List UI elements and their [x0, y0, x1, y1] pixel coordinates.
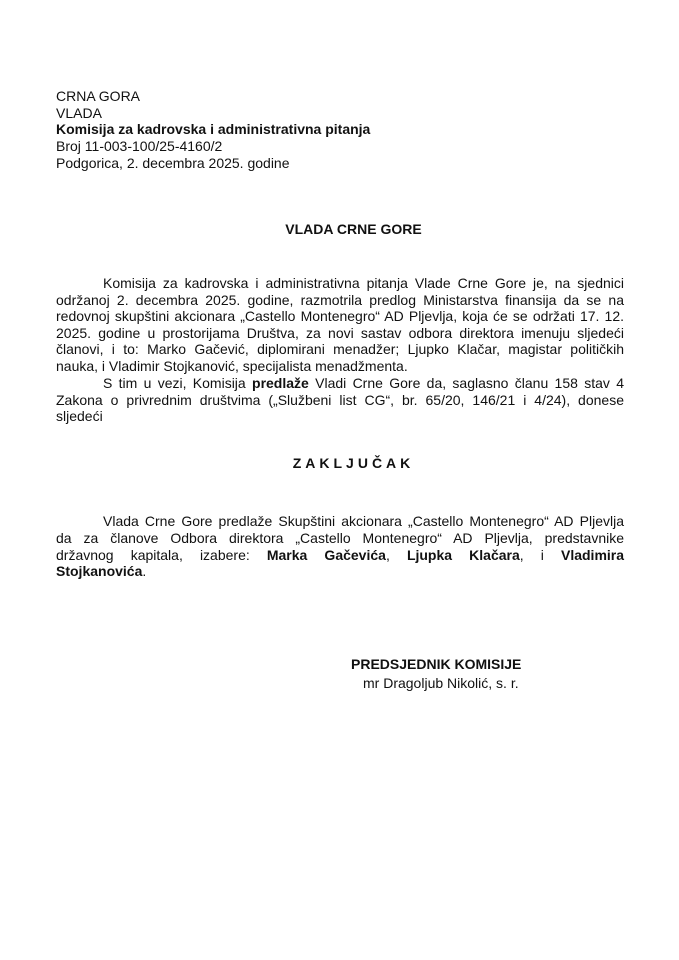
- nominee-name: Marka Gačevića: [266, 547, 386, 563]
- paragraph1-line: redovnoj skupštini akcionara „Castello Montenegro“ AD Pljevlja, koja će se održati 17. 12.: [56, 308, 624, 324]
- text: državnog kapitala, izabere:: [56, 547, 267, 563]
- addressee: VLADA CRNE GORE: [285, 221, 422, 237]
- conclusion-title: ZAKLJUČAK: [292, 455, 415, 471]
- paragraph3-line: da za članove Odbora direktora „Castello Montenegro“ AD Pljevlja, predstavnike: [56, 530, 624, 546]
- paragraph2-line: sljedeći: [56, 408, 103, 424]
- paragraph1-line: nauka, i Vladimir Stojkanović, specijalista menadžmenta.: [56, 358, 408, 374]
- paragraph2-line: [56, 375, 624, 392]
- text: Vladi Crne Gore da, saglasno članu 158 stav 4: [308, 375, 624, 391]
- bold-text: predlaže: [252, 375, 309, 391]
- signature-title: PREDSJEDNIK KOMISIJE: [351, 656, 522, 672]
- header-country: CRNA GORA: [56, 88, 141, 104]
- place-date: Podgorica, 2. decembra 2025. godine: [56, 155, 290, 171]
- text: .: [142, 563, 147, 579]
- text: S tim u vezi, Komisija: [103, 375, 253, 391]
- paragraph1-line: članovi, i to: Marko Gačević, diplomirani menadžer; Ljupko Klačar, magistar političkih: [56, 341, 624, 357]
- text: ,: [385, 547, 407, 563]
- header-government: VLADA: [56, 105, 102, 121]
- header-commission: Komisija za kadrovska i administrativna pitanja: [56, 121, 371, 137]
- nominee-name: Vladimira: [560, 547, 625, 563]
- paragraph2-line: Zakona o privrednim društvima („Službeni list CG“, br. 65/20, 146/21 i 4/24), donese: [56, 392, 624, 408]
- paragraph3-line: [56, 547, 624, 564]
- paragraph1-line: 2025. godine u prostorijama Društva, za novi sastav odbora direktora imenuju sljedeći: [56, 325, 624, 341]
- document-number: Broj 11-003-100/25-4160/2: [56, 138, 223, 154]
- paragraph3-line: [56, 563, 624, 580]
- text: , i: [519, 547, 561, 563]
- paragraph3-line: Vlada Crne Gore predlaže Skupštini akcionara „Castello Montenegro“ AD Pljevlja: [103, 513, 624, 529]
- nominee-name: Ljupka Klačara: [406, 547, 520, 563]
- paragraph1-line: Komisija za kadrovska i administrativna pitanja Vlade Crne Gore je, na sjednici: [103, 275, 624, 291]
- signature-name: mr Dragoljub Nikolić, s. r.: [363, 675, 519, 691]
- nominee-name: Stojkanovića: [56, 563, 143, 579]
- paragraph1-line: održanoj 2. decembra 2025. godine, razmotrila predlog Ministarstva finansija da se na: [56, 292, 624, 308]
